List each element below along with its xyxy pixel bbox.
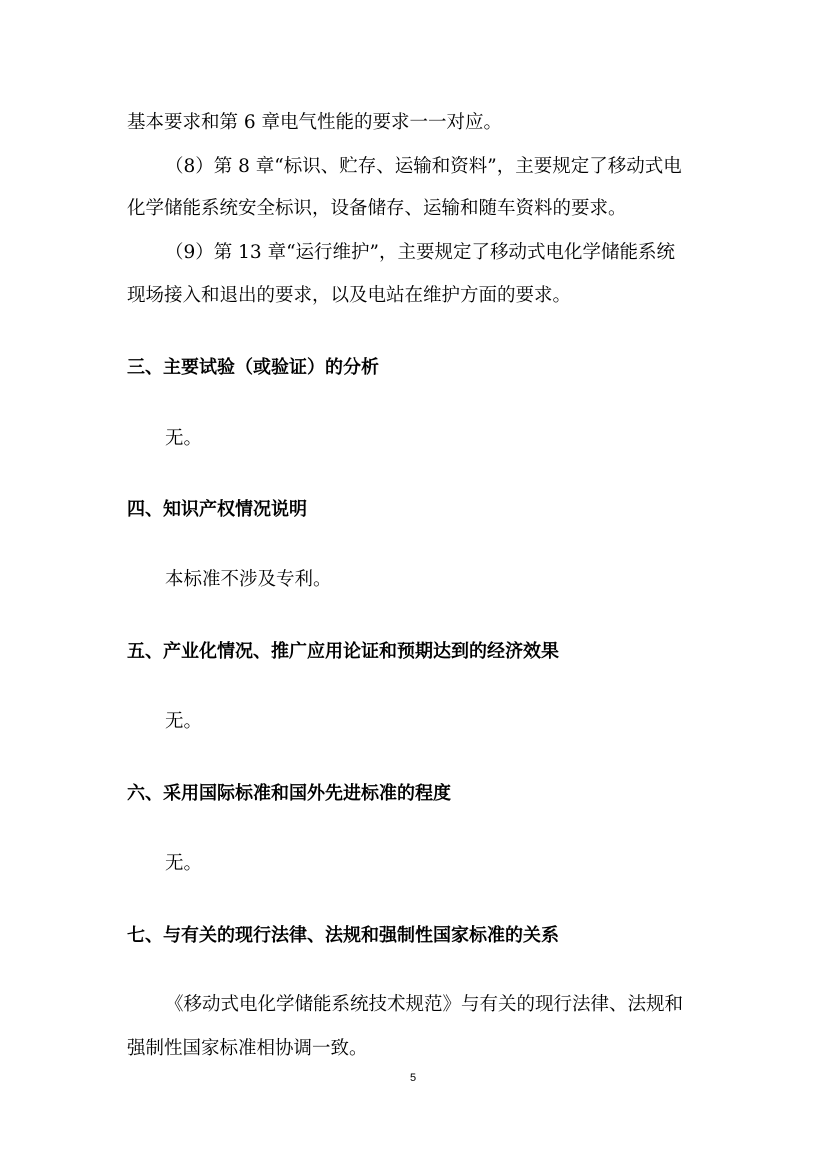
- section-3-body: 无。: [165, 428, 203, 449]
- section-4-heading: 四、知识产权情况说明: [127, 499, 307, 520]
- paragraph-8-line-2: 化学储能系统安全标识，设备储存、运输和随车资料的要求。: [127, 198, 627, 219]
- section-5-heading: 五、产业化情况、推广应用论证和预期达到的经济效果: [127, 641, 559, 662]
- section-3-heading: 三、主要试验（或验证）的分析: [127, 357, 379, 378]
- section-7-body-line-2: 强制性国家标准相协调一致。: [127, 1038, 368, 1059]
- section-7-body-line-1: 《移动式电化学储能系统技术规范》与有关的现行法律、法规和: [165, 994, 684, 1015]
- section-4-body: 本标准不涉及专利。: [165, 569, 332, 590]
- paragraph-9-line-2: 现场接入和退出的要求，以及电站在维护方面的要求。: [127, 285, 572, 306]
- section-7-heading: 七、与有关的现行法律、法规和强制性国家标准的关系: [127, 925, 559, 946]
- paragraph-continued-line: 基本要求和第 6 章电气性能的要求一一对应。: [127, 112, 503, 133]
- page-number: 5: [409, 1072, 417, 1084]
- paragraph-8-line-1: （8）第 8 章“标识、贮存、运输和资料”，主要规定了移动式电: [165, 156, 682, 177]
- section-6-heading: 六、采用国际标准和国外先进标准的程度: [127, 783, 451, 804]
- paragraph-9-line-1: （9）第 13 章“运行维护”，主要规定了移动式电化学储能系统: [165, 242, 675, 263]
- section-5-body: 无。: [165, 711, 203, 732]
- section-6-body: 无。: [165, 853, 203, 874]
